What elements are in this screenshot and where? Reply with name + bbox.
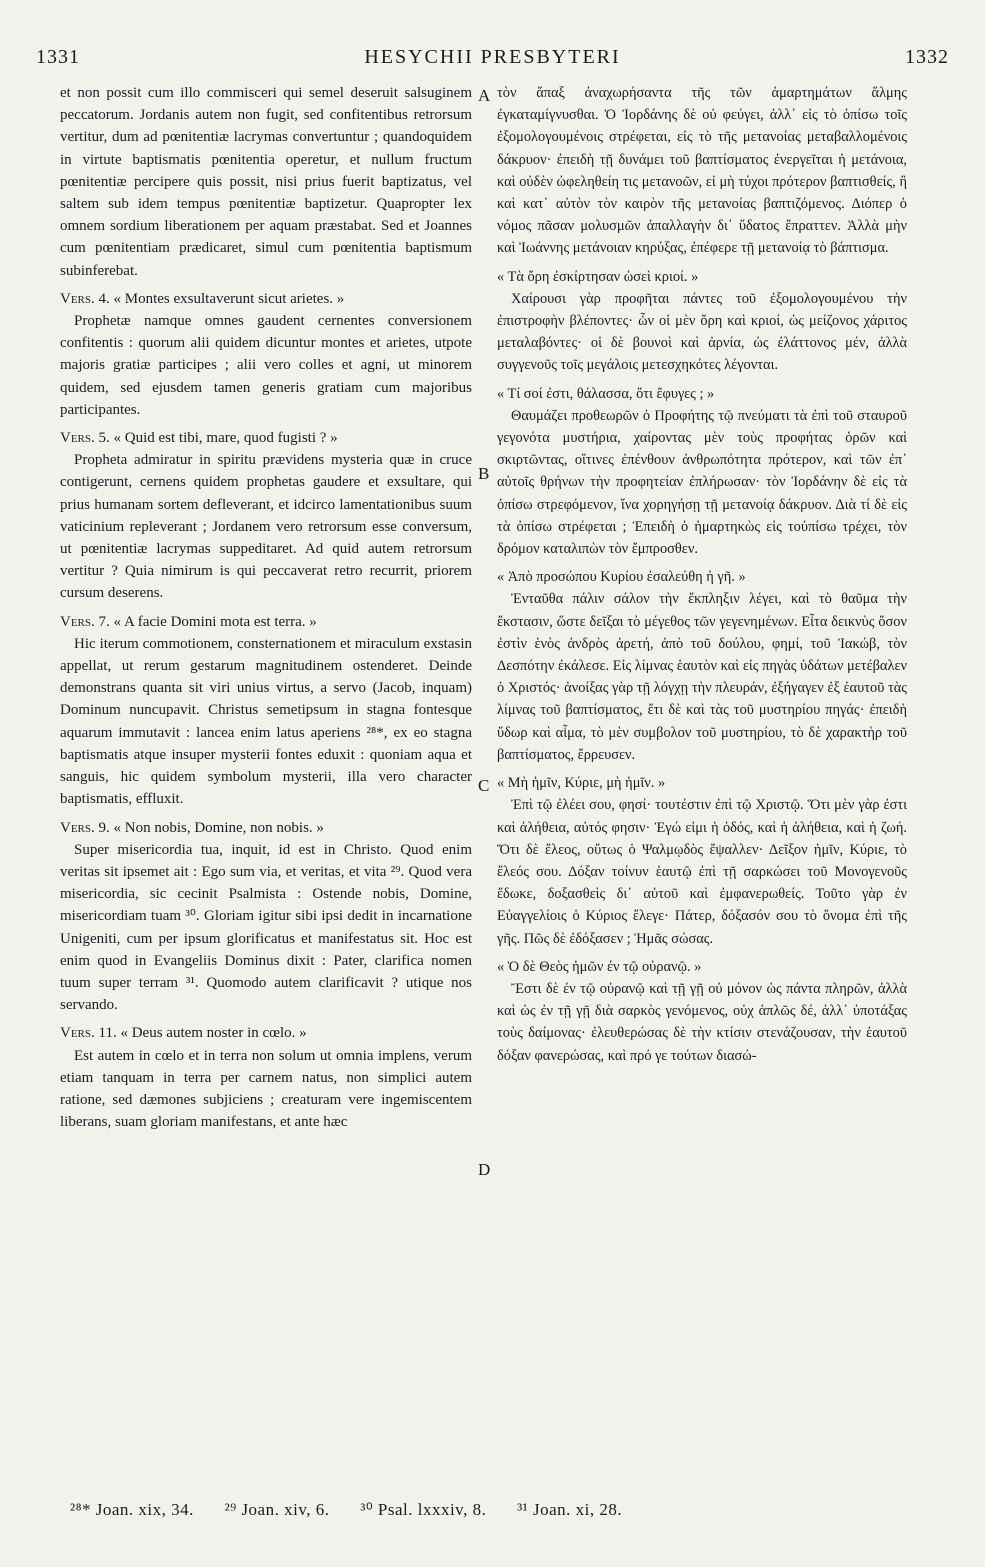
page-number-right: 1332 <box>905 46 949 68</box>
latin-verse-9-number: Vers. 9. <box>60 819 110 836</box>
footnotes <box>70 1500 930 1520</box>
greek-verse-7-text: Ἐνταῦθα πάλιν σάλον τὴν ἔκπληξιν λέγει, καὶ τὸ θαῦμα τὴν ἔκστασιν, ὥστε δεῖξαι τὸ μέγεθος τῶν γεγενημένων. Εἶτα δεικνὺς ὅσον ἐστὶν ἑνὸς ἀνδρὸς ἀρετή, ἀπὸ τοῦ δούλου, φημί, τοῦ Ἰακώβ, τὸν Δεσπότην ἐκάλεσε. Εἰς λίμνας ἑαυτὸν καὶ εἰς πηγὰς ὑδάτων μετέβαλεν ὁ Χριστός· ἀνοίξας γὰρ τῇ λόγχῃ τὴν πλευράν, ἐξήγαγεν ἐξ ἑαυτοῦ τὰς λίμνας τοῦ βαπτίσματος, ἔτι δὲ καὶ τὰς τοῦ μυστηρίου πηγάς· ἐπειδὴ ὕδωρ καὶ αἷμα, τὸ μὲν συμβολον τοῦ μυστηρίου, τὸ δὲ χαρακτὴρ τοῦ βαπτίσματος, ἔρρευσεν. <box>497 591 907 763</box>
latin-verse-9-text: Super misericordia tua, inquit, id est in Christo. Quod enim veritas sit ipsemet ait : Ego sum via, et veritas, et vita ²⁹. Quod vera misericordia, sic cecinit Psalmista : Ostende nobis, Domine, misericordiam tuam ³⁰. Gloriam igitur sibi ipsi dedit in incarnatione Unigeniti, cum per ipsum glorificatus et manifestatus sit. Hoc est enim quod in Evangeliis Dominus dixit : Pater, clarifica nomen tuum super terram ³¹. Quomodo autem clarificavit ? utique nos servando. <box>60 841 472 1014</box>
greek-intro: τὸν ἅπαξ ἀναχωρήσαντα τῆς τῶν ἁμαρτημάτων ἅλμης ἐγκαταμίγνυσθαι. Ὁ Ἰορδάνης δὲ οὐ φεύγει, ἀλλ᾽ εἰς τὸ ὀπίσω τοῖς ἐξομολογουμένοις στρέφεται, εἰς τὸ τῆς μετανοίας μεταβαλλομένοις δάκρυον· ἐπειδὴ τῇ δυνάμει τοῦ βαπτίσματος ἐνεργεῖται ἡ μετάνοια, καὶ οὐδὲν ὠφεληθείη τις μετανοῶν, εἰ μὴ τύχοι πρότερον βαπτισθείς, ἢ καὶ κατ᾽ αὐτὸν τὸν καιρὸν τῆς μετανοίας βαπτιζόμενος. Διόπερ ὁ νόμος πᾶσαν μολυσμῶν ἀπαλλαγὴν δι᾽ ὕδατος ἔπραττεν. Ἀλλὰ μὴν καὶ Ἰωάννης μετάνοιαν κηρύξας, ἐπέφερε τῇ μετανοίᾳ τὸ βάπτισμα. <box>497 85 907 257</box>
greek-verse-11-quote: « Ὁ δὲ Θεὸς ἡμῶν ἐν τῷ οὐρανῷ. » <box>497 958 702 975</box>
latin-column <box>60 82 472 1133</box>
latin-intro: et non possit cum illo commisceri qui semel deseruit salsuginem peccatorum. Jordanis autem non fugit, sed confitentibus retrorsum vertitur, dum ad pœnitentiæ lacrymas convertuntur ; quandoquidem in virtute baptismatis pœnitentia operetur, et nullum fructum pœnitentiæ percipere quis possit, nisi prius fuerit baptizatus, vel saltem sub idem tempus pœnitentiæ baptizetur. Quapropter lex omnem sordium liberationem per aquam præstabat. Sed et Joannes cum pœnitentiam prædicaret, simul cum pœnitentia baptismum subinferebat. <box>60 85 472 279</box>
latin-verse-4-head <box>60 288 472 310</box>
latin-verse-7-head <box>60 611 472 633</box>
footnote-30: ³⁰ Psal. lxxxiv, 8. <box>360 1500 487 1519</box>
greek-verse-4-quote: « Τὰ ὄρη ἐσκίρτησαν ὡσεὶ κριοί. » <box>497 268 699 285</box>
latin-verse-11-head <box>60 1022 472 1044</box>
greek-verse-9-quote: « Μὴ ἡμῖν, Κύριε, μὴ ἡμῖν. » <box>497 775 666 792</box>
footnote-29: ²⁹ Joan. xiv, 6. <box>224 1500 330 1519</box>
greek-verse-5-quote: « Τί σοί ἐστι, θάλασσα, ὅτι ἔφυγες ; » <box>497 385 715 402</box>
footnote-31: ³¹ Joan. xi, 28. <box>517 1500 623 1519</box>
greek-verse-4-text: Χαίρουσι γὰρ προφῆται πάντες τοῦ ἐξομολογουμένου τὴν ἐπιστροφὴν βλέποντες· ὧν οἱ μὲν ὄρη καὶ κριοί, ὡς μείζονος χάριτος μεταλαβόντες· οἱ δὲ βουνοὶ καὶ ἀρνία, ὡς ἐλάττονος μέν, ἀλλὰ συγγενοῦς τοῖς μεγάλοις μετεσχηκότες λέγονται. <box>497 290 907 374</box>
margin-letter-c: C <box>478 776 490 795</box>
latin-verse-5-number: Vers. 5. <box>60 430 110 447</box>
latin-verse-5-head <box>60 427 472 449</box>
latin-verse-11-quote: « Deus autem noster in cœlo. » <box>120 1025 307 1042</box>
running-title: HESYCHII PRESBYTERI <box>364 46 621 68</box>
latin-verse-11-text: Est autem in cœlo et in terra non solum ut omnia implens, verum etiam tanquam in terra per carnem natus, non simplici autem ratione, sed dæmones subjiciens ; creaturam vere ingemiscentem liberans, suam gloriam manifestans, et ante hæc <box>60 1047 472 1131</box>
latin-verse-5-quote: « Quid est tibi, mare, quod fugisti ? » <box>113 430 338 447</box>
latin-verse-9-quote: « Non nobis, Domine, non nobis. » <box>113 819 324 836</box>
latin-verse-4-text: Prophetæ namque omnes gaudent cernentes conversionem confitentis : quorum alii quidem dicuntur montes et arietes, utpote majoris gratiæ participes ; alii vero colles et agni, ut minorem quidem, sed ejusdem tamen generis gratiam cum majoribus participantes. <box>60 313 472 418</box>
margin-letter-d: D <box>478 1160 491 1179</box>
footnote-28: ²⁸* Joan. xix, 34. <box>70 1500 194 1519</box>
greek-verse-9-text: Ἐπὶ τῷ ἐλέει σου, φησί· τουτέστιν ἐπὶ τῷ Χριστῷ. Ὅτι μὲν γὰρ ἐστι καὶ ἀλήθεια, αὐτός φησιν· Ἐγώ εἰμι ἡ ὁδός, καὶ ἡ ἀλήθεια, καὶ ἡ ζωή. Ὅτι δὲ ἔλεος, οὕτως ὁ Ψαλμῳδὸς ἔψαλλεν· Δεῖξον ἡμῖν, Κύριε, τὸ ἔλεός σου. Δόξαν τοίνυν ἑαυτῷ ἐπὶ τῇ σαρκώσει τοῦ Μονογενοῦς ἔδωκε, δοξασθεὶς δι᾽ αὐτοῦ καὶ ἐμφανερωθείς. Τοῦτο γὰρ ἐν Εὐαγγελίοις ὁ Κύριος ἔλεγε· Πάτερ, δόξασόν σου τὸ ὄνομα ἐπὶ τῆς γῆς. Πῶς δὲ ἐδόξασεν ; Ἡμᾶς σώσας. <box>497 797 907 947</box>
latin-verse-4-quote: « Montes exsultaverunt sicut arietes. » <box>113 290 345 307</box>
latin-verse-7-text: Hic iterum commotionem, consternationem et miraculum exstasin appellat, ut rerum gestarum magnitudinem ostenderet. Deinde demonstrans quanta sit viri unius virtus, a servo (Jacob, inquam) Dominum nuncupavit. Christus semetipsum in stagna fontesque aquarum immutavit : lancea enim latus aperiens ²⁸*, ex eo stagna baptismatis atque insuper mysterii fontes eduxit : quoniam aqua et sanguis, hic quidem symbolum mysterii, illa vero character baptismatis, effluxit. <box>60 635 472 808</box>
margin-letter-b: B <box>478 464 490 483</box>
latin-verse-9-head <box>60 817 472 839</box>
latin-verse-7-number: Vers. 7. <box>60 613 110 630</box>
latin-verse-7-quote: « A facie Domini mota est terra. » <box>113 613 317 630</box>
latin-verse-5-text: Propheta admiratur in spiritu prævidens mysteria quæ in cruce contigerunt, cernens quidem prophetas gaudere et exsultare, qui prius humanam sortem defleverant, et idcirco lamentationibus suum vaticinium repleverant ; Jordanem vero retrorsum esse conversum, ut pœnitentiæ lacrymas suppeditaret. Ad quid autem retrorsum vertitur ? Quia nimirum is qui peccaverat retro recurrit, priorem cursum deserens. <box>60 452 472 602</box>
margin-letter-a: A <box>478 86 491 105</box>
page-number-left: 1331 <box>36 46 80 68</box>
latin-verse-4-number: Vers. 4. <box>60 290 110 307</box>
greek-verse-5-text: Θαυμάζει προθεωρῶν ὁ Προφήτης τῷ πνεύματι τὰ ἐπὶ τοῦ σταυροῦ γεγονότα μυστήρια, χαίροντας μὲν τοὺς προφήτας ὁρῶν καὶ σκιρτῶντας, οἵτινες ἐπένθουν ἀνθρωπότητα πρότερον, καὶ τῶν ἐπ᾽ αὐτοῖς θρήνων τὴν προφητείαν ἐπλήρωσαν· τὸν Ἰορδάνην δὲ εἰς τὰ ὀπίσω στρεφόμενον, ἵνα χορηγήσῃ τῇ μετανοίᾳ δάκρυον. Διὰ τί δὲ εἰς τὰ ὀπίσω στρέφεται ; Ἐπειδὴ ὁ ἡμαρτηκὼς εἰς τοὐπίσω τρέχει, τὸν δρόμον καταλιπὼν τὸν ἔμπροσθεν. <box>497 407 907 558</box>
latin-verse-11-number: Vers. 11. <box>60 1025 117 1042</box>
greek-column <box>497 82 907 1067</box>
page-header <box>36 46 949 74</box>
greek-verse-11-text: Ἔστι δὲ ἐν τῷ οὐρανῷ καὶ τῇ γῇ οὐ μόνον ὡς πάντα πληρῶν, ἀλλὰ καὶ ὡς ἐν τῇ γῇ διὰ σαρκὸς γενόμενος, οὐχ ἁπλῶς δέ, ἀλλ᾽ ὑποτάξας τοὺς δαίμονας· ἐλευθερώσας δὲ τὴν κτίσιν στενάζουσαν, τὴν ἑαυτοῦ δόξαν φανερώσας, καὶ πρό γε τούτων διασώ- <box>497 980 907 1064</box>
greek-verse-7-quote: « Ἀπὸ προσώπου Κυρίου ἐσαλεύθη ἡ γῆ. » <box>497 569 746 586</box>
